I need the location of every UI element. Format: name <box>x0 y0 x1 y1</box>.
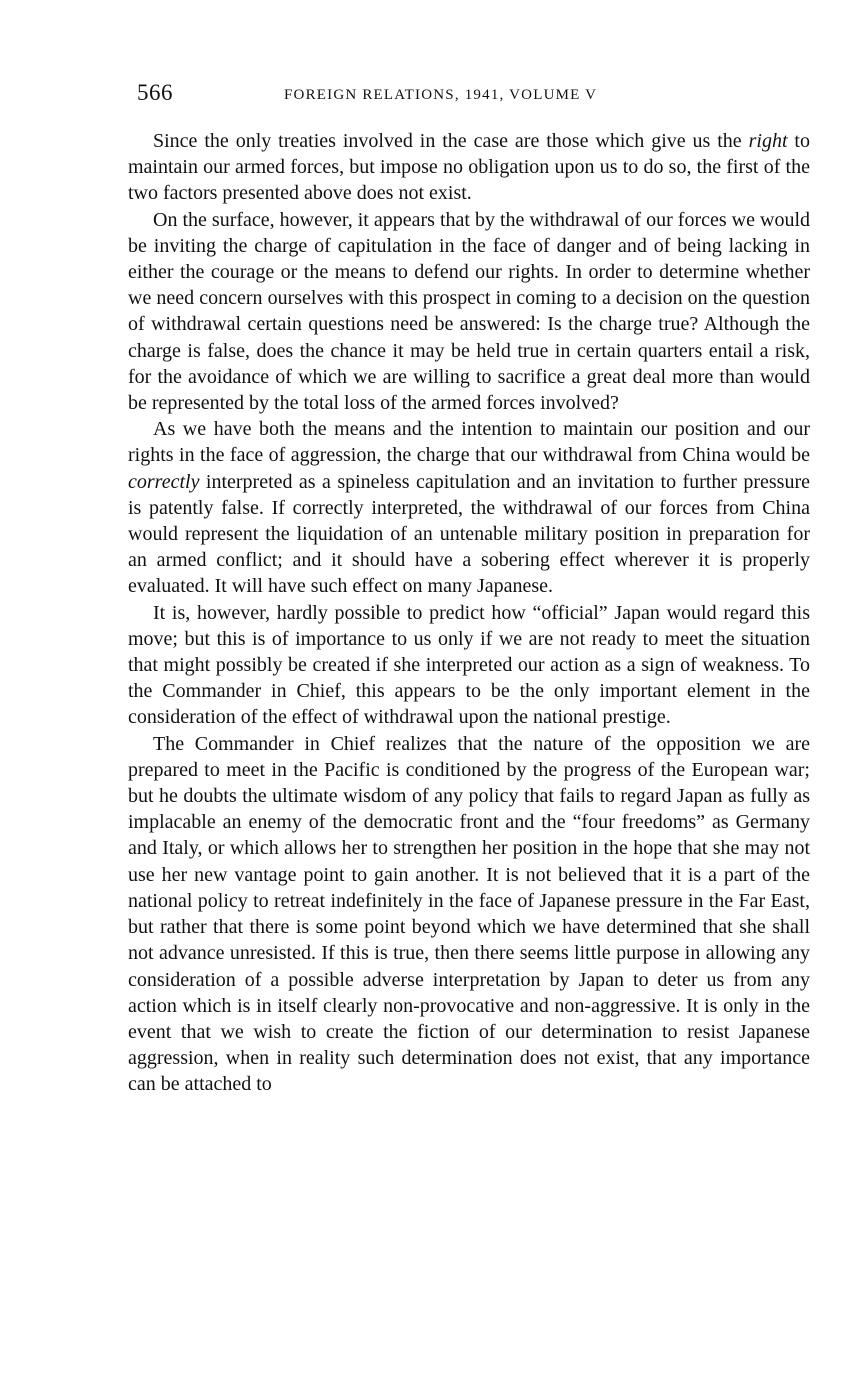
paragraph-text: It is, however, hardly possible to predict how “official” Japan would regard this move; but this is of importance to us only if we are not ready to meet the situation that might possibly be created if she interpreted our action as a sign of weakness. To the Commander in Chief, this appears to be the only important element in the consideration of the effect of withdrawal upon the national prestige. <box>128 601 810 729</box>
paragraph-text: As we have both the means and the intention to maintain our position and our rights in the face of aggression, the charge that our withdrawal from China would be <box>128 418 810 467</box>
paragraph <box>128 731 810 1098</box>
paragraph-text: to maintain our armed forces, but impose no obligation upon us to do so, the first of the two factors presented above does not exist. <box>128 130 810 205</box>
paragraph-text: On the surface, however, it appears that by the withdrawal of our forces we would be inviting the charge of capitulation in the face of danger and of being lacking in either the courage or the means to defend our rights. In order to determine whether we need concern ourselves with this prospect in coming to a decision on the question of withdrawal certain questions need be answered: Is the charge true? Although the charge is false, does the chance it may be held true in certain quarters entail a risk, for the avoidance of which we are willing to sacrifice a great deal more than would be represented by the total loss of the armed forces involved? <box>128 208 810 415</box>
emphasized-word: right <box>748 130 788 152</box>
paragraph <box>128 128 810 207</box>
page-number: 566 <box>137 80 173 105</box>
paragraph-text: Since the only treaties involved in the case are those which give us the <box>153 130 749 152</box>
paragraph-text: The Commander in Chief realizes that the nature of the opposition we are prepared to meet in the Pacific is conditioned by the progress of the European war; but he doubts the ultimate wisdom of any policy that fails to regard Japan as fully as implacable an enemy of the democratic front and the “four freedoms” as Germany and Italy, or which allows her to strengthen her position in the hope that she may not use her new vantage point to gain another. It is not believed that it is a part of the national policy to retreat indefinitely in the face of Japanese pressure in the Far East, but rather that there is some point beyond which we have determined that she shall not advance unresisted. If this is true, then there seems little purpose in allowing any consideration of a possible adverse interpretation by Japan to deter us from any action which is in itself clearly non-provocative and non-aggressive. It is only in the event that we wish to create the fiction of our determination to resist Japanese aggression, when in reality such determination does not exist, that any importance can be attached to <box>128 732 810 1096</box>
paragraph <box>128 207 810 417</box>
paragraph-text: interpreted as a spineless capitulation and an invitation to further pressure is patently false. If correctly interpreted, the withdrawal of our forces from China would represent the liquidation of an untenable military position in preparation for an armed conflict; and it should have a sobering effect wherever it is properly evaluated. It will have such effect on many Japanese. <box>128 470 810 598</box>
paragraph <box>128 600 810 731</box>
emphasized-word: correctly <box>128 470 200 493</box>
paragraph <box>128 416 810 599</box>
running-head: FOREIGN RELATIONS, 1941, VOLUME V <box>284 87 598 103</box>
page-header <box>137 80 807 114</box>
body-text <box>128 128 810 1098</box>
